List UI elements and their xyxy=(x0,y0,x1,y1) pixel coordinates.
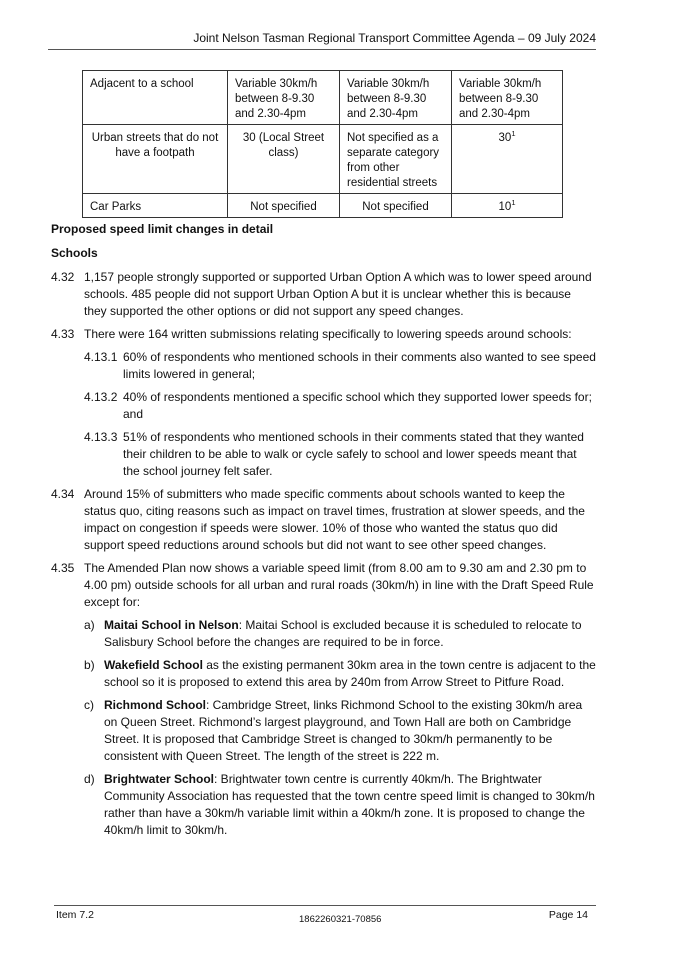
paragraph-number: 4.35 xyxy=(51,561,75,575)
paragraph-text: Around 15% of submitters who made specific comments about schools wanted to keep the status quo, citing reasons such as impact on travel times, frustration at slower speeds, and the impact on congestion if speeds were slower. 10% of those who wanted the status quo did support speed reductions around schools but did not want to see other speed changes. xyxy=(84,487,585,552)
paragraph-number: 4.33 xyxy=(51,327,75,341)
list-item-d xyxy=(51,771,596,839)
paragraph-number: 4.34 xyxy=(51,487,75,501)
subparagraph-text: 60% of respondents who mentioned schools in their comments also wanted to see speed limits lowered in general; xyxy=(123,350,596,381)
table-cell xyxy=(452,125,563,194)
table-cell: Variable 30km/h between 8-9.30 and 2.30-4pm xyxy=(228,71,340,125)
list-marker: c) xyxy=(84,698,94,712)
table-row xyxy=(83,194,563,218)
list-marker: d) xyxy=(84,772,95,786)
table-row xyxy=(83,71,563,125)
page-header: Joint Nelson Tasman Regional Transport Committee Agenda – 09 July 2024 xyxy=(48,31,596,50)
subparagraph-text: 51% of respondents who mentioned schools in their comments stated that they wanted their children to be able to walk or cycle safely to school and lower speeds meant that the school journey felt safer. xyxy=(123,430,584,478)
document-id: 1862260321-70856 xyxy=(299,914,382,925)
table-cell xyxy=(452,194,563,218)
list-item-text: as the existing permanent 30km area in the town centre is adjacent to the school so it is proposed to extend this area by 240m from Arrow Street to Pitfure Road. xyxy=(104,658,596,689)
list-item-b xyxy=(51,657,596,691)
item-number: Item 7.2 xyxy=(56,909,94,921)
cell-value: 30 xyxy=(498,132,512,144)
paragraph-text: 1,157 people strongly supported or supported Urban Option A which was to lower speed around schools. 485 people did not support Urban Option A but it is unclear whether this is because they supported the other options or did not support any speed changes. xyxy=(84,270,592,318)
footnote-marker: 1 xyxy=(511,198,516,208)
table-cell: Not specified xyxy=(340,194,452,218)
table-cell: Urban streets that do not have a footpath xyxy=(83,125,228,194)
paragraph-4-35 xyxy=(51,560,596,611)
subparagraph-4-13-3 xyxy=(51,429,596,480)
subparagraph-number: 4.13.3 xyxy=(84,430,118,444)
table-cell: Adjacent to a school xyxy=(83,71,228,125)
subparagraph-text: 40% of respondents mentioned a specific school which they supported lower speeds for; and xyxy=(123,390,592,421)
paragraph-4-32 xyxy=(51,269,596,320)
paragraph-4-34 xyxy=(51,486,596,554)
table-cell: 30 (Local Street class) xyxy=(228,125,340,194)
list-item-c xyxy=(51,697,596,765)
list-item-a xyxy=(51,617,596,651)
list-item-text: : Brightwater town centre is currently 40km/h. The Brightwater Community Association has requested that the town centre speed limit is changed to 30km/h rather than have a 30km/h variable limit within a 40km/h zone. It is proposed to change the 40km/h limit to 30km/h. xyxy=(104,772,595,837)
list-marker: b) xyxy=(84,658,95,672)
paragraph-text: There were 164 written submissions relating specifically to lowering speeds around schools: xyxy=(84,327,572,341)
subsection-heading: Schools xyxy=(51,246,98,260)
school-name: Maitai School in Nelson xyxy=(104,618,239,632)
footnote-marker: 1 xyxy=(511,129,516,139)
list-item-text: : Cambridge Street, links Richmond School to the existing 30km/h area on Queen Street. Richmond’s largest playground, and Town Hall are both on Cambridge Street. It is proposed that Cambridge Street is changed to 30km/h permanently to be consistent with Queen Street. The length of the street is 222 m. xyxy=(104,698,583,763)
school-name: Brightwater School xyxy=(104,772,215,786)
table-cell: Variable 30km/h between 8-9.30 and 2.30-4pm xyxy=(340,71,452,125)
paragraph-number: 4.32 xyxy=(51,270,75,284)
table-row xyxy=(83,125,563,194)
page-footer xyxy=(54,905,596,925)
table-cell: Not specified xyxy=(228,194,340,218)
cell-value: 10 xyxy=(498,201,512,213)
subparagraph-number: 4.13.1 xyxy=(84,350,118,364)
section-heading: Proposed speed limit changes in detail xyxy=(51,222,274,236)
paragraph-4-33 xyxy=(51,326,596,343)
subparagraph-4-13-2 xyxy=(51,389,596,423)
table-cell: Car Parks xyxy=(83,194,228,218)
paragraph-text: The Amended Plan now shows a variable speed limit (from 8.00 am to 9.30 am and 2.30 pm to 4.00 pm) outside schools for all urban and rural roads (30km/h) in line with the Draft Speed Rule except for: xyxy=(84,561,594,609)
subparagraph-4-13-1 xyxy=(51,349,596,383)
school-name: Wakefield School xyxy=(104,658,203,672)
table-cell: Not specified as a separate category from other residential streets xyxy=(340,125,452,194)
speed-limit-table xyxy=(82,70,563,218)
body-content xyxy=(51,221,596,845)
page-number: Page 14 xyxy=(548,909,588,921)
school-name: Richmond School xyxy=(104,698,206,712)
subparagraph-number: 4.13.2 xyxy=(84,390,118,404)
list-item-text: : Maitai School is excluded because it is scheduled to relocate to Salisbury School before the changes are required to be in force. xyxy=(104,618,582,649)
table-cell: Variable 30km/h between 8-9.30 and 2.30-4pm xyxy=(452,71,563,125)
list-marker: a) xyxy=(84,618,95,632)
